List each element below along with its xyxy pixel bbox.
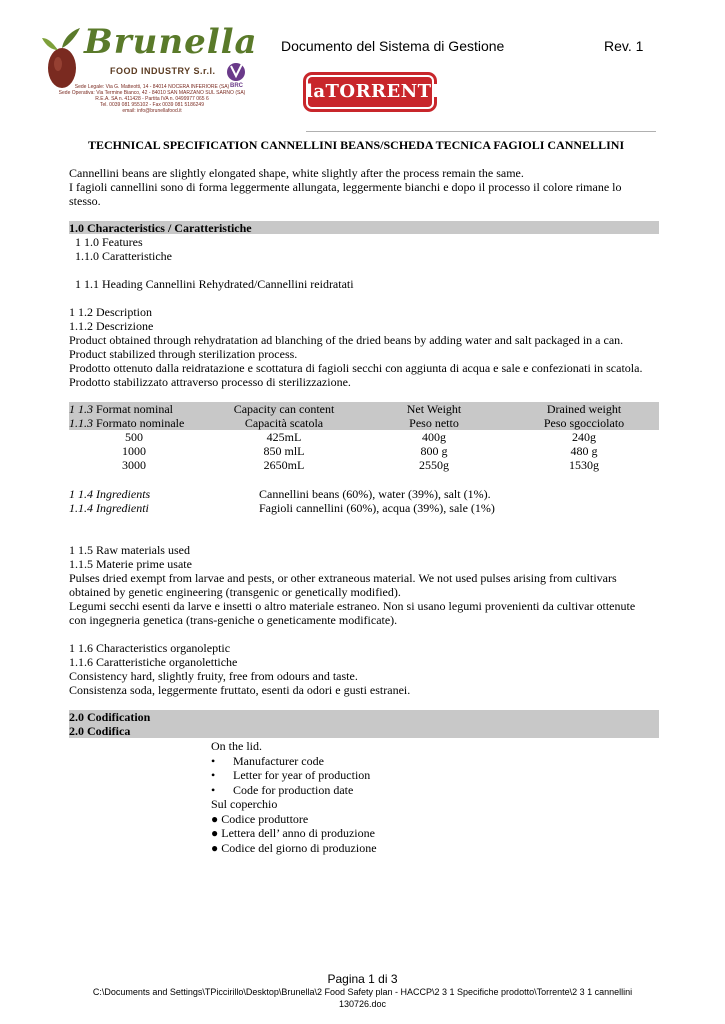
format-header-it bbox=[69, 416, 659, 430]
description-line: Product obtained through rehydratation ad blanching of the dried beans by adding water and salt packaged in a can. bbox=[69, 333, 624, 347]
ingredients-en-label: 1 1.4 Ingredients bbox=[69, 487, 151, 501]
codification-block bbox=[211, 739, 611, 855]
format-num: 1.1.3 bbox=[69, 416, 93, 430]
company-address bbox=[46, 84, 258, 114]
intro-line: Cannellini beans are slightly elongated shape, white slightly after the process remain the same. bbox=[69, 166, 524, 180]
table-cell: 480 g bbox=[570, 444, 598, 458]
raw-en: 1 1.5 Raw materials used bbox=[69, 543, 190, 557]
section-heading-characteristics bbox=[69, 221, 659, 234]
description-en: 1 1.2 Description bbox=[69, 305, 152, 319]
description-line: Prodotto stabilizzato attraverso processo di sterilizzazione. bbox=[69, 375, 351, 389]
table-cell: 240g bbox=[572, 430, 596, 444]
col-capacity-it: Capacità scatola bbox=[244, 416, 324, 430]
col-drained-weight: Drained weight bbox=[546, 402, 622, 416]
document-title: Documento del Sistema di Gestione bbox=[281, 38, 505, 54]
section-heading-text: 1.0 Characteristics / Caratteristiche bbox=[69, 221, 252, 235]
file-path bbox=[60, 986, 665, 1010]
section-heading-text: 2.0 Codifica bbox=[69, 724, 131, 738]
brand-sub: FOOD INDUSTRY S.r.l. bbox=[110, 66, 216, 76]
bullet-icon: ● bbox=[211, 826, 222, 840]
col-net-weight: Net Weight bbox=[406, 402, 462, 416]
lid-it: Sul coperchio bbox=[211, 797, 278, 811]
list-item: ● Codice produttore bbox=[211, 811, 309, 826]
list-item: • Code for production date bbox=[211, 782, 354, 797]
table-row bbox=[69, 430, 659, 444]
heading-line: 1 1.1 Heading Cannellini Rehydrated/Cannellini reidratati bbox=[75, 277, 354, 291]
ingredients-en: Cannellini beans (60%), water (39%), salt (1%). bbox=[259, 487, 491, 501]
section-heading-text: 2.0 Codification bbox=[69, 710, 151, 724]
organo-it: 1.1.6 Caratteristiche organolettiche bbox=[69, 655, 238, 669]
organo-en: 1 1.6 Characteristics organoleptic bbox=[69, 641, 231, 655]
torrente-logo-text: laTORRENTE bbox=[306, 81, 446, 102]
list-item: • Letter for year of production bbox=[211, 768, 371, 782]
description-line: Prodotto ottenuto dalla reidratazione e scottatura di fagioli secchi con aggiunta di acqua e sale e confezionati in scatola. bbox=[69, 361, 643, 375]
brc-badge: BRC bbox=[230, 83, 243, 89]
organoleptic-block bbox=[69, 641, 669, 697]
raw-line: con ingegneria genetica (trans-geniche o geneticamente modificate). bbox=[69, 613, 398, 627]
torrente-logo bbox=[306, 75, 446, 109]
address-line: Tel. 0039 081 955102 - Fax 0039 081 5186249 bbox=[100, 102, 204, 108]
format-label: Formato nominale bbox=[96, 416, 185, 430]
table-cell: 3000 bbox=[122, 458, 146, 472]
col-drained-weight-it: Peso sgocciolato bbox=[543, 416, 625, 430]
revision-label: Rev. 1 bbox=[604, 38, 644, 54]
bullet-icon: • bbox=[211, 768, 216, 782]
table-row bbox=[69, 458, 659, 472]
bullet-icon: • bbox=[211, 782, 216, 797]
raw-line: Pulses dried exempt from larvae and pests, or other extraneous material. We not used pulses arising from cultivars bbox=[69, 571, 617, 585]
page-number: Pagina 1 di 3 bbox=[327, 972, 398, 986]
address-line: Sede Operativa: Via Termine Bianco, 42 - 84010 SAN MARZANO SUL SARNO (SA) bbox=[58, 90, 246, 96]
format-header-en bbox=[69, 402, 659, 416]
raw-line: obtained by genetic engineering (transgenic or genetically modified). bbox=[69, 585, 401, 599]
table-cell: 1000 bbox=[122, 444, 146, 458]
raw-line: Legumi secchi esenti da larve e insetti o altro materiale estraneo. Non si usano legumi provenienti da cultivar ottenute bbox=[69, 599, 636, 613]
file-path-line: C:\Documents and Settings\TPiccirillo\Desktop\Brunella\2 Food Safety plan - HACCP\2 3 1 Specifiche prodotto\Torrente\2 3 1 cannellini bbox=[92, 987, 633, 997]
table-cell: 850 mlL bbox=[263, 444, 305, 458]
address-line: R.E.A. SA n. 411428 - Partita IVA n. 0499977 065 6 bbox=[95, 96, 209, 102]
col-capacity: Capacity can content bbox=[233, 402, 335, 416]
bullet-icon: • bbox=[211, 753, 216, 768]
section-heading-codification bbox=[69, 710, 659, 738]
address-line: email: info@brunellafood.it bbox=[122, 108, 182, 114]
description-line: Product stabilized through sterilization process. bbox=[69, 347, 298, 361]
intro-paragraph bbox=[69, 166, 669, 208]
address-line: Sede Legale: Via G. Matteotti, 14 - 84014 NOCERA INFERIORE (SA) bbox=[74, 84, 230, 90]
spec-title: TECHNICAL SPECIFICATION CANNELLINI BEANS/SCHEDA TECNICA FAGIOLI CANNELLINI bbox=[88, 138, 625, 152]
description-it: 1.1.2 Descrizione bbox=[69, 319, 154, 333]
description-block bbox=[69, 305, 669, 389]
raw-it: 1.1.5 Materie prime usate bbox=[69, 557, 192, 571]
leaf-icon bbox=[62, 28, 80, 48]
features-en: 1 1.0 Features bbox=[75, 235, 143, 249]
bullet-icon: ● bbox=[211, 840, 222, 855]
table-cell: 400g bbox=[422, 430, 446, 444]
intro-line: I fagioli cannellini sono di forma leggermente allungata, leggermente bianchi e dopo il processo il colore rimane lo bbox=[69, 180, 622, 194]
table-cell: 800 g bbox=[420, 444, 448, 458]
raw-materials-block bbox=[69, 543, 669, 627]
list-item: ● Codice del giorno di produzione bbox=[211, 840, 377, 855]
lid-en: On the lid. bbox=[211, 739, 262, 753]
bean-icon bbox=[48, 48, 76, 88]
brunella-logo bbox=[40, 20, 270, 120]
features-it: 1.1.0 Caratteristiche bbox=[75, 249, 172, 263]
format-table bbox=[69, 402, 659, 472]
table-cell: 425mL bbox=[266, 430, 302, 444]
ingredients-block bbox=[69, 487, 669, 515]
list-item: ● Lettera dell’ anno di produzione bbox=[211, 826, 375, 840]
col-net-weight-it: Peso netto bbox=[409, 416, 459, 430]
file-path-line: 130726.doc bbox=[338, 999, 387, 1009]
table-cell: 1530g bbox=[569, 458, 599, 472]
table-cell: 500 bbox=[125, 430, 143, 444]
organo-line: Consistency hard, slightly fruity, free from odours and taste. bbox=[69, 669, 358, 683]
ingredients-it-label: 1.1.4 Ingredienti bbox=[69, 501, 149, 515]
brand-name: Brunella bbox=[84, 22, 258, 62]
list-item: • Manufacturer code bbox=[211, 753, 324, 768]
organo-line: Consistenza soda, leggermente fruttato, esenti da odori e gusti estranei. bbox=[69, 683, 411, 697]
table-row bbox=[69, 444, 659, 458]
format-label: Format nominal bbox=[96, 402, 173, 416]
header-divider bbox=[306, 131, 656, 132]
table-cell: 2650mL bbox=[263, 458, 305, 472]
format-num: 1 1.3 bbox=[69, 402, 93, 416]
intro-line: stesso. bbox=[69, 194, 101, 208]
table-cell: 2550g bbox=[419, 458, 449, 472]
features-block bbox=[75, 235, 172, 263]
bullet-icon: ● bbox=[211, 811, 222, 826]
ingredients-it: Fagioli cannellini (60%), acqua (39%), sale (1%) bbox=[259, 501, 495, 515]
